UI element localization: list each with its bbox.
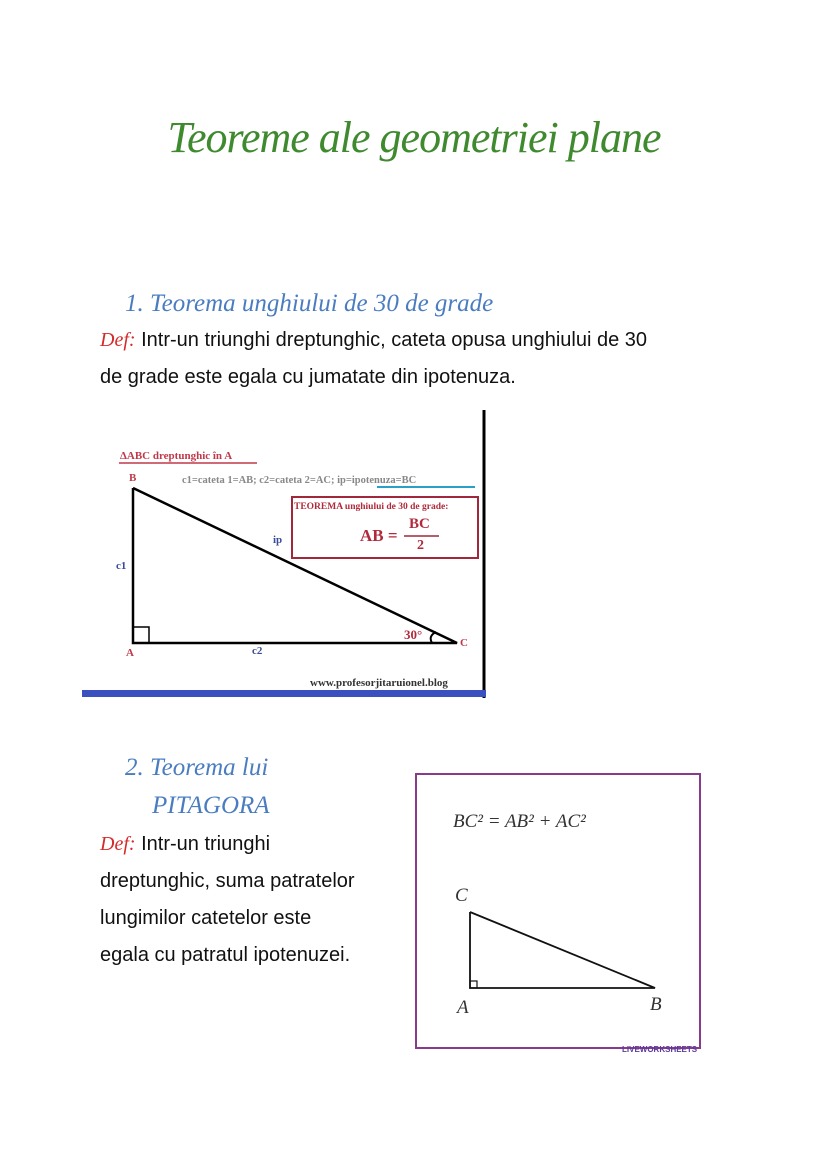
def-text: Intr-un triunghi: [135, 833, 271, 855]
vertex-b-label: B: [650, 994, 662, 1015]
vertex-c-label: C: [460, 637, 468, 649]
legend-ipotenuza: ip=ipotenuza=BC: [337, 475, 417, 486]
def-text: lungimilor catetelor este: [100, 907, 312, 929]
legend-catete: c1=cateta 1=AB; c2=cateta 2=AC;: [182, 475, 338, 486]
vertex-b-label: B: [129, 472, 137, 484]
figure-legend: [182, 475, 416, 486]
def-text: dreptunghic, suma patratelor: [100, 870, 355, 892]
def-text: Intr-un triunghi dreptunghic, cateta opusa unghiului de 30: [135, 329, 648, 351]
section1-definition: [100, 322, 647, 396]
def-label: Def:: [100, 329, 136, 351]
page-title: Teoreme ale geometriei plane: [167, 113, 661, 162]
formula-lhs: AB =: [360, 526, 398, 545]
section2-heading: 2. Teorema lui: [125, 754, 269, 781]
website-watermark: www.profesorjitaruionel.blog: [310, 677, 448, 689]
pythagoras-formula: BC² = AB² + AC²: [453, 811, 586, 832]
def-text: de grade este egala cu jumatate din ipotenuza.: [100, 366, 516, 388]
thirty-degree-figure: [82, 410, 488, 698]
def-text: egala cu patratul ipotenuzei.: [100, 944, 351, 966]
vertex-a-label: A: [457, 997, 469, 1018]
def-label: Def:: [100, 833, 136, 855]
pythagoras-figure: [415, 773, 701, 1049]
vertex-c-label: C: [455, 885, 468, 906]
side-c2-label: c2: [252, 645, 263, 657]
side-ip-label: ip: [273, 534, 283, 546]
figure-caption: ΔABC dreptunghic în A: [120, 450, 233, 462]
formula-numerator: BC: [409, 516, 430, 532]
formula-denominator: 2: [417, 538, 424, 553]
section2-heading-name: PITAGORA: [152, 792, 270, 819]
section1-heading: 1. Teorema unghiului de 30 de grade: [125, 290, 494, 317]
vertex-a-label: A: [126, 647, 134, 659]
theorem-box-title: TEOREMA unghiului de 30 de grade:: [294, 502, 449, 512]
section2-definition: [100, 826, 355, 974]
liveworksheets-watermark: LIVEWORKSHEETS: [622, 1045, 698, 1054]
angle-label: 30°: [404, 627, 423, 642]
side-c1-label: c1: [116, 560, 127, 572]
